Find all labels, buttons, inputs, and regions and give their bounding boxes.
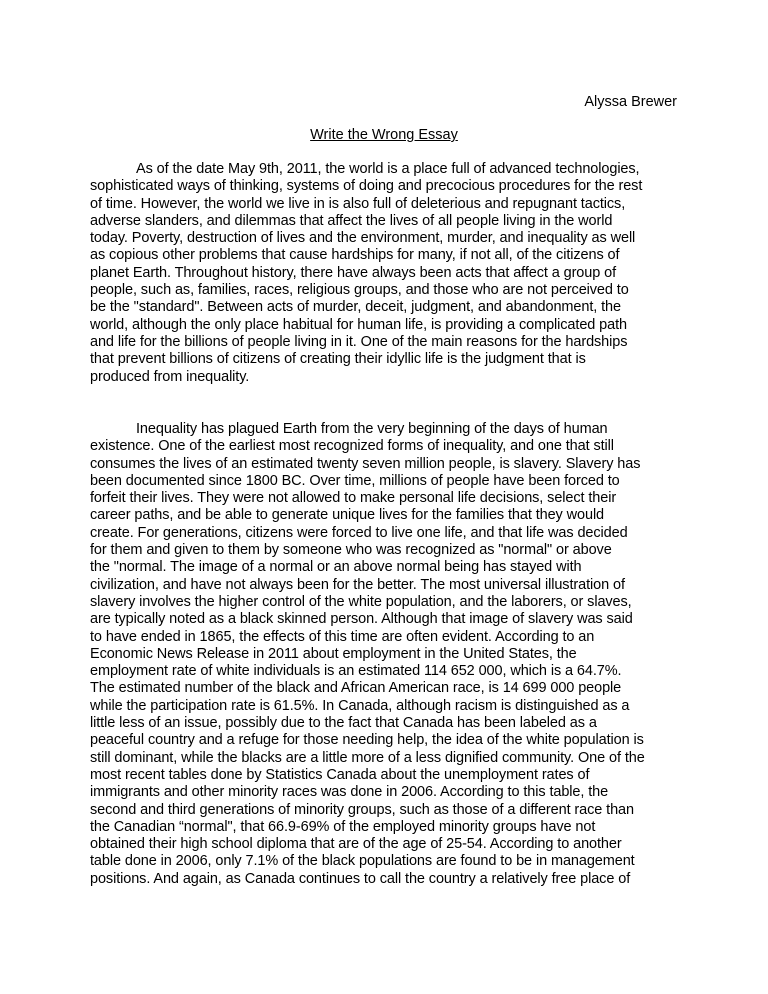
- paragraph-line: most recent tables done by Statistics Canada about the unemployment rates of: [90, 766, 590, 783]
- paragraph-line: the "normal. The image of a normal or an above normal being has stayed with: [90, 559, 582, 576]
- paragraph-line: little less of an issue, possibly due to the fact that Canada has been labeled as a: [90, 715, 597, 732]
- paragraph-line: Inequality has plagued Earth from the very beginning of the days of human: [136, 421, 608, 437]
- paragraph-line: obtained their high school diploma that are of the age of 25-54. According to another: [90, 836, 622, 853]
- paragraph-line: consumes the lives of an estimated twenty seven million people, is slavery. Slavery has: [90, 455, 641, 472]
- paragraph-line: immigrants and other minority races was done in 2006. According to this table, the: [90, 784, 609, 801]
- paragraph-2: [90, 421, 680, 888]
- paragraph-line: that prevent billions of citizens of creating their idyllic life is the judgment that is: [90, 351, 586, 368]
- paragraph-line: Economic News Release in 2011 about employment in the United States, the: [90, 645, 577, 662]
- paragraph-line: produced from inequality.: [90, 368, 250, 385]
- paragraph-line: peaceful country and a refuge for those needing help, the idea of the white population is: [90, 732, 644, 749]
- paragraph-line: the Canadian “normal", that 66.9-69% of the employed minority groups have not: [90, 818, 596, 835]
- paragraph-line: career paths, and be able to generate unique lives for the families that they would: [90, 507, 605, 524]
- paragraph-line: are typically noted as a black skinned person. Although that image of slavery was said: [90, 611, 633, 628]
- paragraph-line: positions. And again, as Canada continues to call the country a relatively free place of: [90, 870, 631, 887]
- author-name: Alyssa Brewer: [584, 94, 677, 110]
- essay-title: Write the Wrong Essay: [310, 127, 458, 143]
- paragraph-line: civilization, and have not always been for the better. The most universal illustration of: [90, 576, 625, 593]
- paragraph-1: [90, 161, 680, 386]
- paragraph-line: still dominant, while the blacks are a little more of a less dignified community. One of the: [90, 749, 645, 766]
- paragraph-line: today. Poverty, destruction of lives and the environment, murder, and inequality as well: [90, 230, 636, 247]
- paragraph-line: employment rate of white individuals is an estimated 114 652 000, which is a 64.7%.: [90, 663, 622, 680]
- paragraph-line: The estimated number of the black and African American race, is 14 699 000 people: [90, 680, 622, 697]
- paragraph-line: sophisticated ways of thinking, systems of doing and precocious procedures for the rest: [90, 178, 643, 195]
- paragraph-line: to have ended in 1865, the effects of this time are often evident. According to an: [90, 628, 595, 645]
- paragraph-line: planet Earth. Throughout history, there have always been acts that affect a group of: [90, 264, 617, 281]
- paragraph-line: adverse slanders, and dilemmas that affect the lives of all people living in the world: [90, 212, 613, 229]
- paragraph-line: people, such as, families, races, religious groups, and those who are not perceived to: [90, 282, 629, 299]
- paragraph-line: create. For generations, citizens were forced to live one life, and that life was decided: [90, 524, 628, 541]
- paragraph-line: be the "standard". Between acts of murder, deceit, judgment, and abandonment, the: [90, 299, 621, 316]
- paragraph-line: slavery involves the higher control of the white population, and the laborers, or slaves,: [90, 593, 632, 610]
- paragraph-line: been documented since 1800 BC. Over time, millions of people have been forced to: [90, 472, 620, 489]
- paragraph-line: and life for the billions of people living in it. One of the main reasons for the hardships: [90, 333, 628, 350]
- paragraph-line: existence. One of the earliest most recognized forms of inequality, and one that still: [90, 438, 614, 455]
- paragraph-line: for them and given to them by someone who was recognized as "normal" or above: [90, 542, 612, 559]
- paragraph-line: while the participation rate is 61.5%. In Canada, although racism is distinguished as a: [90, 697, 630, 714]
- paragraph-line: world, although the only place habitual for human life, is providing a complicated path: [90, 316, 627, 333]
- paragraph-line: As of the date May 9th, 2011, the world is a place full of advanced technologies,: [136, 161, 640, 177]
- paragraph-line: second and third generations of minority groups, such as those of a different race than: [90, 801, 634, 818]
- paragraph-line: of time. However, the world we live in is also full of deleterious and repugnant tactics,: [90, 195, 626, 212]
- paragraph-line: forfeit their lives. They were not allowed to make personal life decisions, select their: [90, 490, 617, 507]
- paragraph-line: table done in 2006, only 7.1% of the black populations are found to be in management: [90, 853, 635, 870]
- paragraph-line: as copious other problems that cause hardships for many, if not all, of the citizens of: [90, 247, 620, 264]
